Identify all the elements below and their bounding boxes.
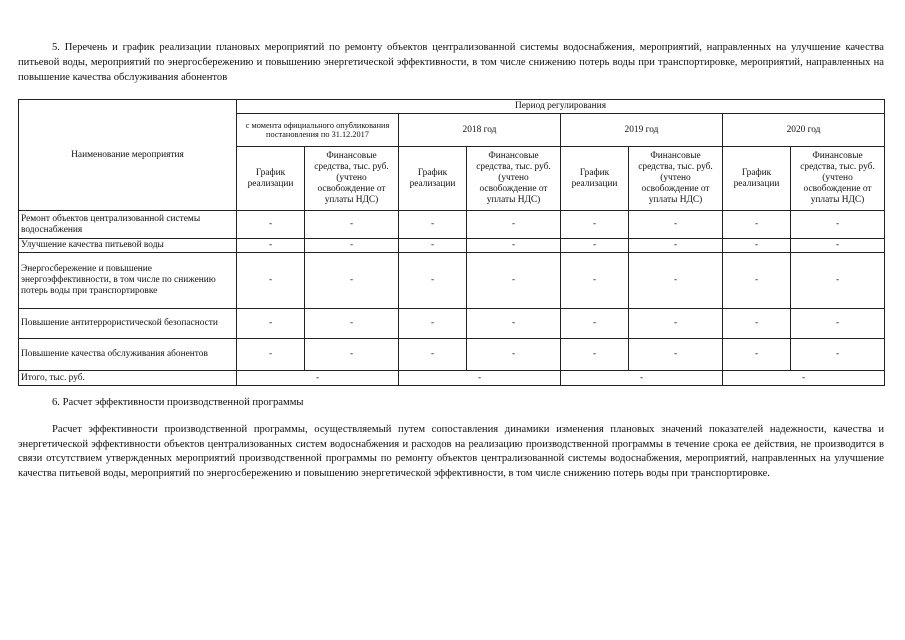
table-cell: -: [305, 339, 399, 371]
table-cell: -: [467, 211, 561, 239]
row-name: Повышение качества обслуживания абонентов: [19, 339, 237, 371]
sub-header-finance: Финансовые средства, тыс. руб. (учтено освобождение от уплаты НДС): [791, 147, 885, 211]
table-cell: -: [467, 253, 561, 309]
table-cell: -: [629, 309, 723, 339]
table-cell: -: [791, 309, 885, 339]
total-cell: -: [723, 371, 885, 386]
table-cell: -: [723, 339, 791, 371]
table-cell: -: [399, 239, 467, 253]
period-4-header: 2020 год: [723, 114, 885, 147]
table-cell: -: [561, 239, 629, 253]
table-row: [19, 253, 885, 309]
sub-header-schedule: График реализации: [561, 147, 629, 211]
table-cell: -: [629, 239, 723, 253]
table-cell: -: [305, 253, 399, 309]
table-cell: -: [791, 339, 885, 371]
table-cell: -: [305, 309, 399, 339]
row-name: Улучшение качества питьевой воды: [19, 239, 237, 253]
table-row: [19, 309, 885, 339]
table-cell: -: [561, 309, 629, 339]
table-cell: -: [791, 211, 885, 239]
table-cell: -: [561, 211, 629, 239]
total-label: Итого, тыс. руб.: [19, 371, 237, 386]
col-header-name: Наименование мероприятия: [19, 100, 237, 211]
row-name: Ремонт объектов централизованной системы водоснабжения: [19, 211, 237, 239]
section5-heading: 5. Перечень и график реализации плановых мероприятий по ремонту объектов централизованной системы водоснабжения, мероприятий, направленных на улучшение качества питьевой воды, мероприятий по энергосбережению и повышению энергетической эффективности, в том числе снижению потерь воды при транспортировке, мероприятий, направленных на повышение качества обслуживания абонентов: [18, 42, 884, 83]
table-cell: -: [305, 211, 399, 239]
table-cell: -: [723, 211, 791, 239]
total-cell: -: [561, 371, 723, 386]
table-cell: -: [723, 239, 791, 253]
table-cell: -: [629, 339, 723, 371]
table-cell: -: [561, 253, 629, 309]
table-cell: -: [399, 309, 467, 339]
table-cell: -: [561, 339, 629, 371]
table-cell: -: [399, 253, 467, 309]
table-row: [19, 239, 885, 253]
table-cell: -: [305, 239, 399, 253]
table-total-row: [19, 371, 885, 386]
sub-header-finance: Финансовые средства, тыс. руб. (учтено освобождение от уплаты НДС): [629, 147, 723, 211]
table-cell: -: [791, 239, 885, 253]
table-cell: -: [237, 253, 305, 309]
row-name: Повышение антитеррористической безопасности: [19, 309, 237, 339]
table-cell: -: [237, 309, 305, 339]
total-cell: -: [237, 371, 399, 386]
table-cell: -: [723, 253, 791, 309]
table-row: [19, 339, 885, 371]
sub-header-schedule: График реализации: [723, 147, 791, 211]
table-cell: -: [237, 339, 305, 371]
sub-header-schedule: График реализации: [399, 147, 467, 211]
section6-paragraph: Расчет эффективности производственной программы, осуществляемый путем сопоставления динамики изменения плановых значений показателей надежности, качества и энергетической эффективности объектов централизованных систем водоснабжения и расходов на реализацию производственной программы в течение срока ее действия, не производится в связи отсутствием утвержденных мероприятий производственной программы по ремонту объектов централизованной системы водоснабжения, мероприятий, направленных на улучшение качества питьевой воды, мероприятий по энергосбережению и повышению энергетической эффективности, в том числе снижению потерь воды при транспортировке.: [18, 424, 884, 479]
sub-header-schedule: График реализации: [237, 147, 305, 211]
table-cell: -: [237, 239, 305, 253]
table-row: [19, 211, 885, 239]
plan-table: [18, 99, 885, 386]
section6-title: 6. Расчет эффективности производственной программы: [52, 397, 304, 408]
table-cell: -: [723, 309, 791, 339]
period-1-header: с момента официального опубликования постановления по 31.12.2017: [237, 114, 399, 147]
table-cell: -: [467, 239, 561, 253]
sub-header-finance: Финансовые средства, тыс. руб. (учтено освобождение от уплаты НДС): [305, 147, 399, 211]
table-cell: -: [467, 339, 561, 371]
table-cell: -: [399, 339, 467, 371]
table-cell: -: [237, 211, 305, 239]
table-cell: -: [467, 309, 561, 339]
table-cell: -: [399, 211, 467, 239]
period-3-header: 2019 год: [561, 114, 723, 147]
table-cell: -: [629, 253, 723, 309]
table-cell: -: [629, 211, 723, 239]
period-header: Период регулирования: [237, 100, 885, 114]
sub-header-finance: Финансовые средства, тыс. руб. (учтено освобождение от уплаты НДС): [467, 147, 561, 211]
row-name: Энергосбережение и повышение энергоэффективности, в том числе по снижению потерь воды при транспортировке: [19, 253, 237, 309]
table-cell: -: [791, 253, 885, 309]
total-cell: -: [399, 371, 561, 386]
period-2-header: 2018 год: [399, 114, 561, 147]
